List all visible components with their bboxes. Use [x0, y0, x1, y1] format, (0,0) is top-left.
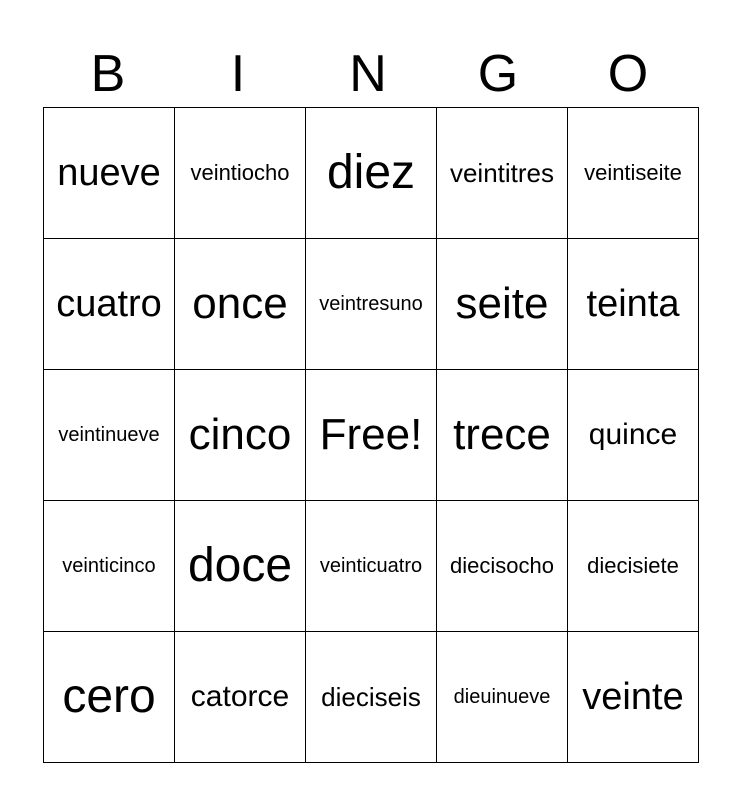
bingo-row — [44, 370, 699, 501]
bingo-cell[interactable]: doce — [175, 501, 306, 632]
bingo-cell[interactable]: cinco — [175, 370, 306, 501]
bingo-row — [44, 108, 699, 239]
bingo-cell[interactable]: veintresuno — [306, 239, 437, 370]
free-space-cell[interactable]: Free! — [306, 370, 437, 501]
bingo-cell[interactable]: veintiocho — [175, 108, 306, 239]
bingo-cell[interactable]: diecisiete — [568, 501, 699, 632]
bingo-card — [43, 107, 699, 763]
header-letter-o: O — [607, 45, 649, 103]
bingo-cell[interactable]: veinticinco — [44, 501, 175, 632]
bingo-cell[interactable]: nueve — [44, 108, 175, 239]
bingo-cell[interactable]: dieuinueve — [437, 632, 568, 763]
bingo-cell[interactable]: trece — [437, 370, 568, 501]
bingo-cell[interactable]: diecisocho — [437, 501, 568, 632]
bingo-cell[interactable]: seite — [437, 239, 568, 370]
bingo-cell[interactable]: teinta — [568, 239, 699, 370]
bingo-header — [43, 40, 693, 108]
bingo-cell[interactable]: once — [175, 239, 306, 370]
header-letter-b: B — [90, 45, 126, 103]
bingo-cell[interactable]: cero — [44, 632, 175, 763]
bingo-cell[interactable]: veintiseite — [568, 108, 699, 239]
header-letter-g: G — [477, 45, 519, 103]
bingo-cell[interactable]: dieciseis — [306, 632, 437, 763]
bingo-row — [44, 632, 699, 763]
bingo-row — [44, 501, 699, 632]
bingo-cell[interactable]: quince — [568, 370, 699, 501]
bingo-cell[interactable]: veinte — [568, 632, 699, 763]
header-letter-n: N — [349, 45, 387, 103]
bingo-cell[interactable]: veinticuatro — [306, 501, 437, 632]
bingo-cell[interactable]: veintinueve — [44, 370, 175, 501]
bingo-cell[interactable]: diez — [306, 108, 437, 239]
header-letter-i: I — [230, 45, 246, 103]
bingo-cell[interactable]: cuatro — [44, 239, 175, 370]
bingo-cell[interactable]: veintitres — [437, 108, 568, 239]
bingo-row — [44, 239, 699, 370]
bingo-cell[interactable]: catorce — [175, 632, 306, 763]
